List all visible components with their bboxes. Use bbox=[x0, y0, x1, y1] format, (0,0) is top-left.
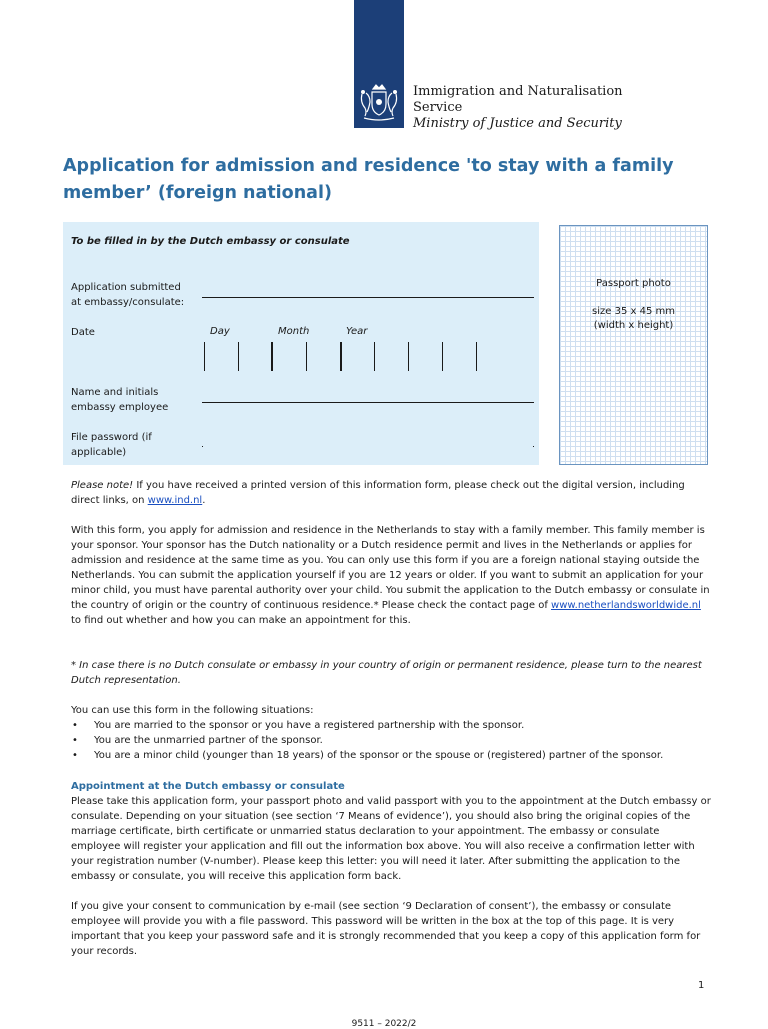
date-divider bbox=[271, 342, 273, 371]
list-item-text: You are the unmarried partner of the sponsor. bbox=[94, 735, 323, 746]
date-divider bbox=[306, 342, 307, 371]
submitted-label-line-2: at embassy/consulate: bbox=[71, 297, 185, 308]
year-label: Year bbox=[346, 326, 368, 337]
footnote bbox=[71, 658, 711, 688]
note-paragraph bbox=[71, 478, 711, 508]
list-item bbox=[71, 733, 711, 748]
submitted-entry-line[interactable] bbox=[202, 297, 534, 298]
organisation-name bbox=[413, 84, 623, 132]
coat-of-arms-icon bbox=[357, 82, 401, 122]
note-lead: Please note! bbox=[71, 480, 134, 491]
intro-end: to find out whether and how you can make an appointment for this. bbox=[71, 615, 411, 626]
netherlandsworldwide-link[interactable]: www.netherlandsworldwide.nl bbox=[551, 600, 701, 611]
intro-text: With this form, you apply for admission and residence in the Netherlands to stay with a family member. This family member is your sponsor. Your sponsor has the Dutch nationality or a Dutch residence permit and lives in the Netherlands or applies for admission and residence at the same time as you. You can only use this form if you are a foreign national staying outside the Netherlands. You can submit the application yourself if you are 12 years or older. If you want to submit an application for your minor child, you must have parental authority over your child. You submit the application to the Dutch embassy or consulate in the country of origin or the country of continuous residence.* Please check the contact page of bbox=[71, 525, 710, 611]
list-item bbox=[71, 748, 711, 763]
date-divider bbox=[340, 342, 342, 371]
footnote-text: * In case there is no Dutch consulate or embassy in your country of origin or permanent residence, please turn to the nearest Dutch representation. bbox=[71, 660, 702, 686]
list-item-text: You are a minor child (younger than 18 years) of the sponsor or the spouse or (registered) partner of the sponsor. bbox=[94, 750, 664, 761]
form-code-footer: 9511 – 2022/2 bbox=[351, 1019, 417, 1029]
list-item-text: You are married to the sponsor or you have a registered partnership with the sponsor. bbox=[94, 720, 525, 731]
passport-photo-label: Passport photo bbox=[596, 278, 671, 289]
employee-label-line-2: embassy employee bbox=[71, 402, 169, 413]
date-divider bbox=[238, 342, 239, 371]
date-label: Date bbox=[71, 327, 95, 338]
bullet: • bbox=[72, 735, 78, 746]
password-label-line-1: File password (if bbox=[71, 432, 152, 443]
ministry-name: Ministry of Justice and Security bbox=[413, 116, 622, 131]
list-item bbox=[71, 718, 711, 733]
email-text: If you give your consent to communication by e-mail (see section ‘9 Declaration of consent’), the embassy or consulate employee will provide you with a file password. This password will be written in the box at the top of this page. It is very important that you keep your password safe and it is strongly recommended that you keep a copy of this application form for your records. bbox=[71, 901, 701, 957]
intro-paragraph bbox=[71, 523, 711, 628]
date-divider bbox=[408, 342, 409, 371]
situations-list bbox=[71, 718, 711, 763]
day-label: Day bbox=[210, 326, 230, 337]
appointment-heading: Appointment at the Dutch embassy or consulate bbox=[71, 781, 345, 792]
org-name-line-2: Service bbox=[413, 100, 463, 115]
employee-label-line-1: Name and initials bbox=[71, 387, 159, 398]
note-text: If you have received a printed version of this information form, please check out the digital version, including direct links, on bbox=[71, 480, 685, 506]
password-entry-field[interactable] bbox=[202, 446, 534, 450]
date-divider bbox=[476, 342, 477, 371]
password-label-line-2: applicable) bbox=[71, 447, 127, 458]
situations-section bbox=[71, 703, 711, 763]
appointment-text: Please take this application form, your passport photo and valid passport with you to the appointment at the Dutch embassy or consulate. Depending on your situation (see section ‘7 Means of evidence’), you should also bring the original copies of the marriage certificate, birth certificate or unmarried status declaration to your appointment. The embassy or consulate employee will register your application and fill out the information box above. You will also receive a confirmation letter with your registration number (V-number). Please keep this letter: you will need it later. After submitting the application to the embassy or consulate, you will receive this application form back. bbox=[71, 796, 711, 882]
page-number: 1 bbox=[698, 980, 705, 991]
email-paragraph bbox=[71, 899, 711, 959]
photo-dimensions-label: (width x height) bbox=[593, 320, 674, 331]
date-divider bbox=[374, 342, 375, 371]
bullet: • bbox=[72, 720, 78, 731]
employee-entry-line[interactable] bbox=[202, 402, 534, 403]
submitted-label-line-1: Application submitted bbox=[71, 282, 181, 293]
note-end: . bbox=[202, 495, 206, 506]
month-label: Month bbox=[278, 326, 310, 337]
date-divider bbox=[442, 342, 443, 371]
appointment-section bbox=[71, 779, 711, 884]
photo-size-label: size 35 x 45 mm bbox=[592, 306, 675, 317]
org-name-line-1: Immigration and Naturalisation bbox=[413, 84, 623, 99]
passport-photo-box bbox=[559, 225, 708, 465]
bullet: • bbox=[72, 750, 78, 761]
situations-intro: You can use this form in the following situations: bbox=[71, 705, 314, 716]
embassy-info-box bbox=[63, 222, 539, 465]
date-divider bbox=[204, 342, 205, 371]
ind-website-link[interactable]: www.ind.nl bbox=[147, 495, 203, 506]
form-title: Application for admission and residence 'to stay with a family member’ (foreign national) bbox=[63, 156, 674, 203]
embassy-box-heading: To be filled in by the Dutch embassy or consulate bbox=[71, 236, 350, 247]
